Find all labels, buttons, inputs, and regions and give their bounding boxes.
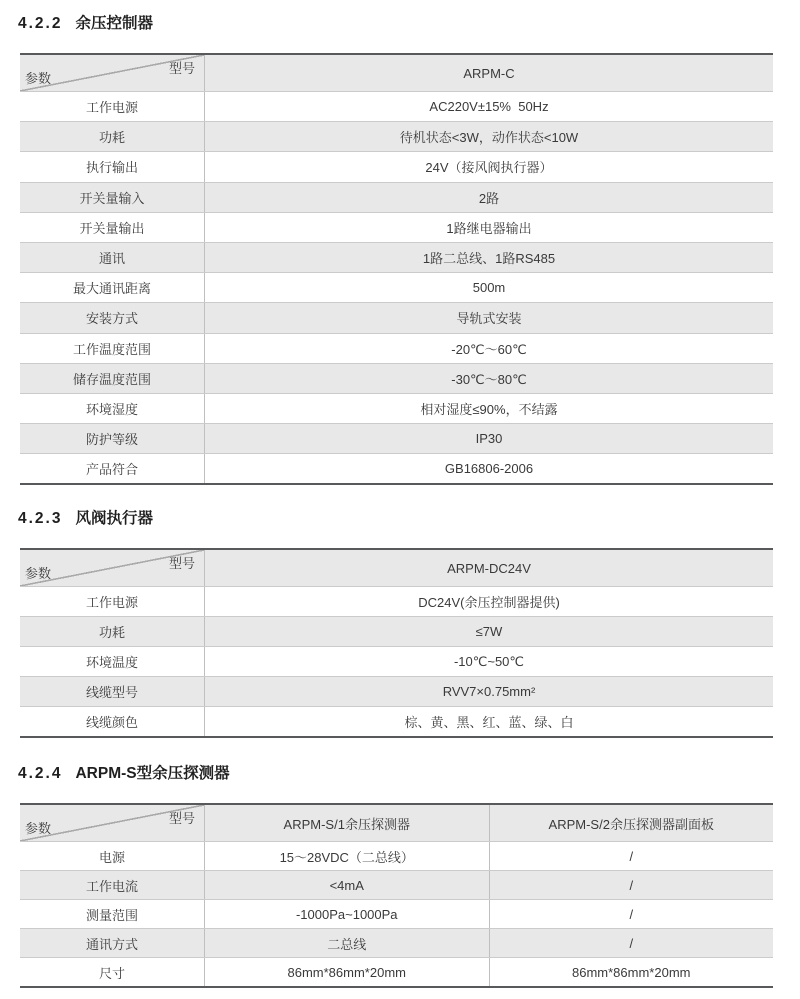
row-value-cell: / <box>629 877 634 893</box>
row-label-cell: 产品符合 <box>20 454 205 483</box>
corner-cell <box>20 55 205 91</box>
table-row <box>20 423 773 453</box>
row-label-cell: 电源 <box>20 842 205 870</box>
table-header-row <box>20 55 773 91</box>
row-label-cell: 最大通讯距离 <box>20 273 205 302</box>
row-value-cell: / <box>629 848 634 864</box>
row-value-cell: 1路二总线、1路RS485 <box>422 251 556 267</box>
row-value-cell: AC220V±15% 50Hz <box>429 99 549 115</box>
row-value-cell: 2路 <box>478 190 500 206</box>
row-label-cell: 测量范围 <box>20 900 205 928</box>
table-row <box>20 363 773 393</box>
corner-label-model: 型号 <box>168 61 195 76</box>
row-value-cell: 86mm*86mm*20mm <box>205 958 490 986</box>
row-value-cell: ≤7W <box>475 624 503 639</box>
row-value-cell: 86mm*86mm*20mm <box>572 964 691 980</box>
row-value-cell: 相对湿度≤90%，不结露 <box>420 401 558 417</box>
table-row <box>20 121 773 151</box>
row-value-cell: -10℃~50℃ <box>453 653 525 669</box>
section-number: 4.2.3 <box>18 510 63 527</box>
section-title <box>18 14 153 33</box>
table-row <box>20 151 773 181</box>
column-header-cell: ARPM-S/1余压探测器 <box>205 805 490 841</box>
row-label-cell: 功耗 <box>20 617 205 646</box>
row-value-cell: <4mA <box>205 871 490 899</box>
table-row <box>20 616 773 646</box>
section-heading: 风阀执行器 <box>75 510 153 527</box>
column-header-cell: ARPM-S/2余压探测器副面板 <box>548 816 714 832</box>
row-value-cell: 24V（接风阀执行器） <box>425 160 553 176</box>
row-value-cell: 棕、黄、黑、红、蓝、绿、白 <box>404 715 574 730</box>
row-label-cell: 通讯 <box>20 243 205 272</box>
table-row <box>20 212 773 242</box>
row-label-cell: 环境湿度 <box>20 394 205 423</box>
row-value-cell: / <box>629 935 634 951</box>
section-title <box>18 764 230 783</box>
row-value-cell: 500m <box>472 280 506 296</box>
row-label-cell: 工作电源 <box>20 92 205 121</box>
table-row <box>20 841 773 870</box>
table-header-row <box>20 550 773 586</box>
row-value-cell: / <box>629 906 634 922</box>
section-number: 4.2.4 <box>18 765 63 782</box>
row-label-cell: 工作电源 <box>20 587 205 616</box>
table-row <box>20 91 773 121</box>
table-row <box>20 676 773 706</box>
table-header-row <box>20 805 773 841</box>
row-value-cell: 待机状态<3W，动作状态<10W <box>399 130 579 146</box>
table-row <box>20 646 773 676</box>
row-label-cell: 通讯方式 <box>20 929 205 957</box>
row-value-cell: 导轨式安装 <box>456 311 522 327</box>
column-header-cell: ARPM-C <box>463 65 515 81</box>
table-row <box>20 957 773 986</box>
corner-cell <box>20 805 205 841</box>
row-value-cell: IP30 <box>475 431 503 447</box>
row-label-cell: 防护等级 <box>20 424 205 453</box>
corner-label-param: 参数 <box>25 71 52 86</box>
row-label-cell: 线缆型号 <box>20 677 205 706</box>
spec-table <box>20 53 773 485</box>
row-label-cell: 线缆颜色 <box>20 707 205 736</box>
table-row <box>20 453 773 483</box>
row-label-cell: 工作电流 <box>20 871 205 899</box>
spec-table <box>20 548 773 738</box>
row-label-cell: 尺寸 <box>20 958 205 986</box>
section-number: 4.2.2 <box>18 15 63 32</box>
corner-label-param: 参数 <box>25 821 52 836</box>
row-value-cell: RVV7×0.75mm² <box>442 684 536 699</box>
corner-label-model: 型号 <box>168 811 195 826</box>
table-row <box>20 333 773 363</box>
spec-table <box>20 803 773 988</box>
row-label-cell: 开关量输入 <box>20 183 205 212</box>
table-row <box>20 182 773 212</box>
row-value-cell: 15～28VDC（二总线） <box>205 842 490 870</box>
row-label-cell: 功耗 <box>20 122 205 151</box>
table-row <box>20 706 773 736</box>
table-row <box>20 302 773 332</box>
row-label-cell: 执行输出 <box>20 152 205 181</box>
row-value-cell: DC24V(余压控制器提供) <box>418 595 560 610</box>
corner-cell <box>20 550 205 586</box>
table-row <box>20 899 773 928</box>
column-header-cell: ARPM-DC24V <box>447 560 531 576</box>
table-row <box>20 870 773 899</box>
section-title <box>18 509 153 528</box>
row-label-cell: 环境温度 <box>20 647 205 676</box>
row-value-cell: 1路继电器输出 <box>446 220 532 236</box>
table-row <box>20 242 773 272</box>
row-label-cell: 工作温度范围 <box>20 334 205 363</box>
section-heading: 余压控制器 <box>75 15 153 32</box>
row-value-cell: GB16806-2006 <box>444 461 534 477</box>
row-value-cell: -30℃～80℃ <box>451 371 527 387</box>
corner-label-param: 参数 <box>25 566 52 581</box>
table-row <box>20 928 773 957</box>
section-heading: ARPM-S型余压探测器 <box>75 765 230 782</box>
table-row <box>20 586 773 616</box>
row-label-cell: 安装方式 <box>20 303 205 332</box>
row-label-cell: 开关量输出 <box>20 213 205 242</box>
table-row <box>20 393 773 423</box>
corner-label-model: 型号 <box>168 556 195 571</box>
row-value-cell: -1000Pa~1000Pa <box>205 900 490 928</box>
row-label-cell: 储存温度范围 <box>20 364 205 393</box>
row-value-cell: 二总线 <box>205 929 490 957</box>
row-value-cell: -20℃～60℃ <box>451 341 527 357</box>
table-row <box>20 272 773 302</box>
